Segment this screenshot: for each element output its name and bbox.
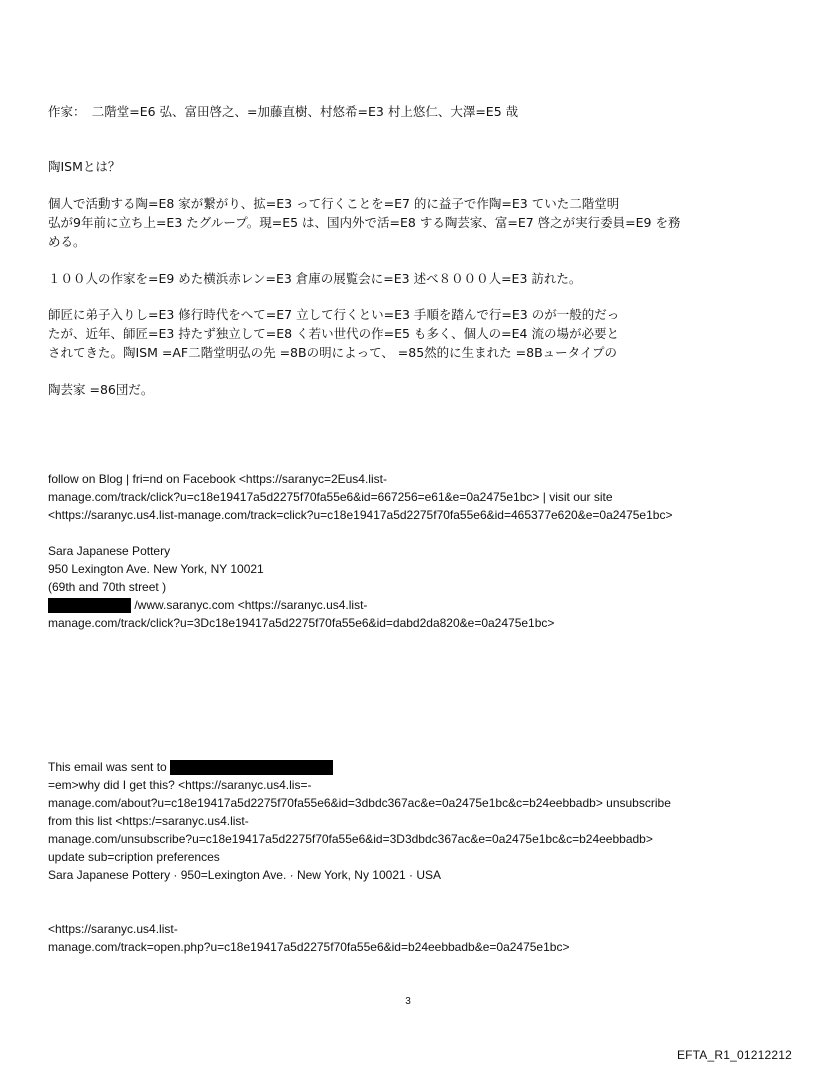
website-line[interactable] bbox=[48, 597, 367, 614]
artists-line: 作家： 二階堂=E6 弘、富田啓之、=加藤直樹、村悠希=E3 村上悠仁、大澤=E5 哉 bbox=[48, 104, 519, 119]
toism-heading: 陶ISMとは？ bbox=[48, 159, 121, 174]
closing-line: 陶芸家 =86団だ。 bbox=[48, 382, 154, 397]
shop-name: Sara Japanese Pottery bbox=[48, 544, 171, 558]
intro-paragraph-line-3: める。 bbox=[48, 234, 86, 249]
background-paragraph-line-2: たが、近年、師匠=E3 持たず独立して=E8 く若い世代の作=E5 も多く、個人の=E4 流の場が必要と bbox=[48, 326, 619, 341]
redaction-bar bbox=[170, 760, 333, 775]
exhibition-paragraph: １００人の作家を=E9 めた横浜赤レン=E3 倉庫の展覧会に=E3 述べ８０００人=E3 訪れた。 bbox=[48, 271, 582, 286]
background-paragraph-line-3: されてきた。陶ISM =AF二階堂明弘の先 =8Bの明によって、 =85然的に生まれた =8Bュータイプの bbox=[48, 345, 618, 360]
tracking-line-2[interactable]: manage.com/track=open.php?u=c18e19417a5d2275f70fa55e6&id=b24eebbadb&e=0a2475e1bc> bbox=[48, 940, 570, 954]
why-link[interactable]: =em>why did I get this? <https://saranyc.us4.lis=- bbox=[48, 778, 312, 792]
background-paragraph-line-1: 師匠に弟子入りし=E3 修行時代をへて=E7 立して行くとい=E3 手順を踏んで行=E3 のが一般的だっ bbox=[48, 307, 620, 322]
document-id: EFTA_R1_01212212 bbox=[676, 1048, 792, 1062]
update-preferences-link[interactable]: update sub=cription preferences bbox=[48, 850, 220, 864]
follow-links-line-1[interactable]: follow on Blog | fri=nd on Facebook <https://saranyc=2Eus4.list- bbox=[48, 472, 387, 486]
intro-paragraph-line-1: 個人で活動する陶=E8 家が繋がり、拡=E3 って行くことを=E7 的に益子で作陶=E3 ていた二階堂明 bbox=[48, 196, 620, 211]
website-link[interactable]: /www.saranyc.com <https://saranyc.us4.list- bbox=[131, 598, 368, 612]
postal-address: Sara Japanese Pottery · 950=Lexington Ave. · New York, Ny 10021 · USA bbox=[48, 868, 442, 882]
intro-paragraph-line-2: 弘が9年前に立ち上=E3 たグループ。現=E5 は、国内外で活=E8 する陶芸家、富=E7 啓之が実行委員=E9 を務 bbox=[48, 215, 681, 230]
cross-streets: (69th and 70th street ) bbox=[48, 580, 167, 594]
unsubscribe-link[interactable]: from this list <https:/=saranyc.us4.list- bbox=[48, 814, 249, 828]
unsubscribe-url[interactable]: manage.com/unsubscribe?u=c18e19417a5d2275f70fa55e6&id=3D3dbdc367ac&e=0a2475e1bc&c=b24eebbadb> bbox=[48, 832, 653, 846]
sent-to-line bbox=[48, 759, 333, 776]
sent-to-label: This email was sent to bbox=[48, 760, 171, 774]
redaction-bar bbox=[48, 598, 131, 613]
shop-address: 950 Lexington Ave. New York, NY 10021 bbox=[48, 562, 264, 576]
page-number: 3 bbox=[405, 996, 411, 1007]
about-unsubscribe-line[interactable]: manage.com/about?u=c18e19417a5d2275f70fa55e6&id=3dbdc367ac&e=0a2475e1bc&c=b24eebbadb> unsubscribe bbox=[48, 796, 671, 810]
website-link-line-2[interactable]: manage.com/track/click?u=3Dc18e19417a5d2275f70fa55e6&id=dabd2da820&e=0a2475e1bc> bbox=[48, 616, 555, 630]
tracking-line-1[interactable]: <https://saranyc.us4.list- bbox=[48, 922, 178, 936]
follow-links-line-2[interactable]: manage.com/track/click?u=c18e19417a5d2275f70fa55e6&id=667256=e61&e=0a2475e1bc> | visit our site bbox=[48, 490, 613, 504]
follow-links-line-3[interactable]: <https://saranyc.us4.list-manage.com/track=click?u=c18e19417a5d2275f70fa55e6&id=465377e620&e=0a2475e1bc> bbox=[48, 508, 673, 522]
